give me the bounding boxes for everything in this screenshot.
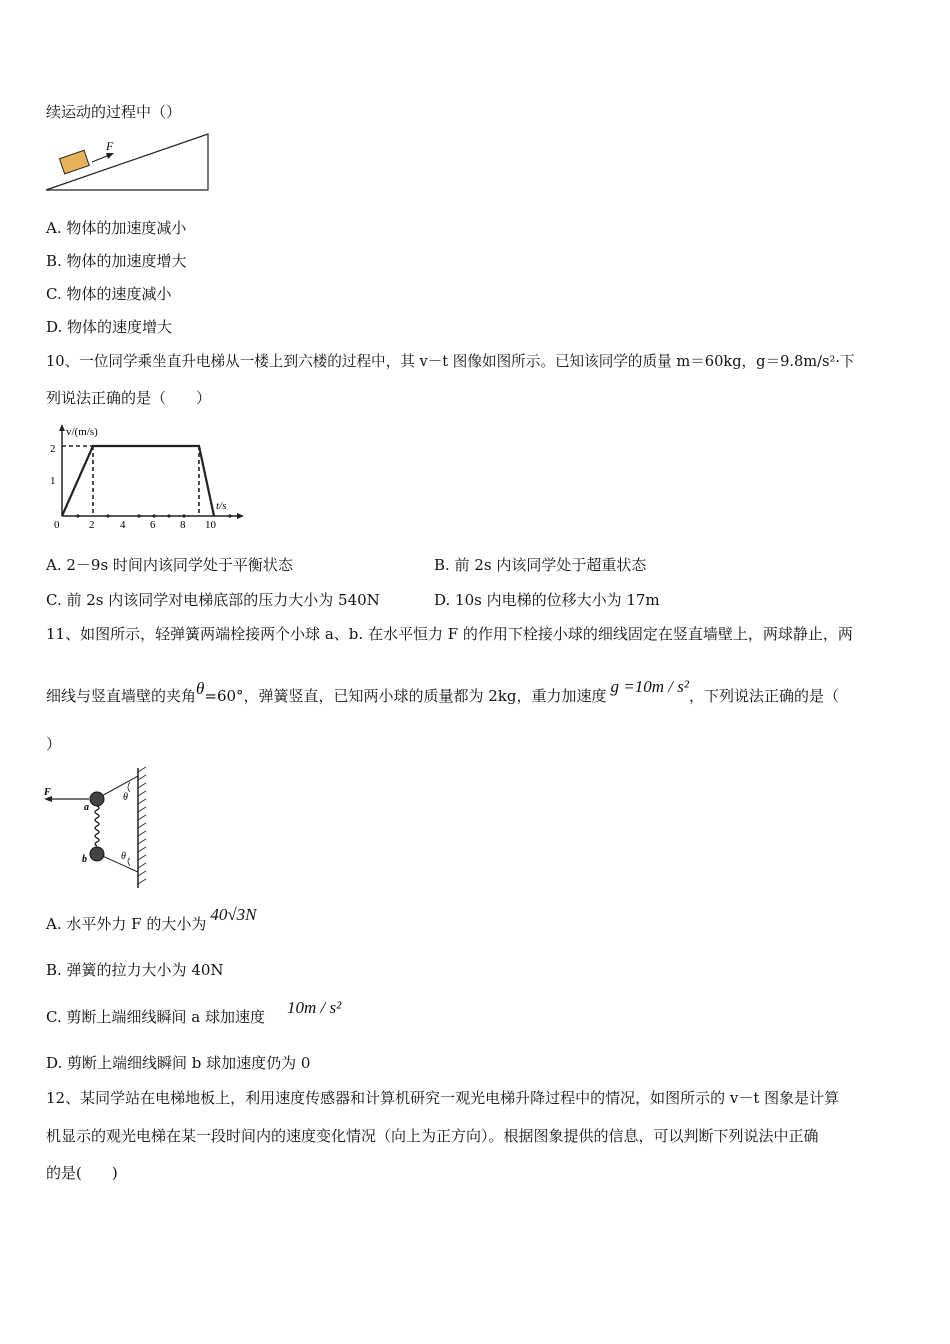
q12-stem-line1: 12、某同学站在电梯地板上，利用速度传感器和计算机研究一观光电梯升降过程中的情况，如图所示的 v－t 图象是计算 [46,1089,840,1107]
q11-option-c [46,998,342,1027]
vt-chart [44,420,244,532]
q11-option-a-formula: 40√3N [210,905,257,924]
x-tick-4: 4 [120,519,126,531]
ball-b-label: b [82,854,87,865]
q9-option-a: A. 物体的加速度减小 [46,219,187,237]
ball-b [90,847,104,861]
g-formula: g =10m / s² [610,677,689,696]
q9-option-c: C. 物体的速度减小 [46,285,172,303]
q11-option-c-text: C. 剪断上端细线瞬间 a 球加速度 [46,1008,265,1026]
q10-option-c: C. 前 2s 内该同学对电梯底部的压力大小为 540N [46,591,380,609]
velocity-curve [62,446,214,516]
q11-stem-line2-b: =60°，弹簧竖直，已知两小球的质量都为 2kg，重力加速度 [204,687,607,705]
q11-stem-line2-a: 细线与竖直墙壁的夹角 [46,687,197,705]
q12-stem-line2: 机显示的观光电梯在某一段时间内的速度变化情况（向上为正方向）。根据图象提供的信息，可以判断下列说法中正确 [46,1127,819,1145]
x-tick-2: 2 [89,519,95,531]
theta-symbol: θ [196,679,205,698]
q11-option-a-text: A. 水平外力 F 的大小为 [46,915,207,933]
y-axis-label: v/(m/s) [66,426,98,438]
q11-stem-line1: 11、如图所示，轻弹簧两端栓接两个小球 a、b. 在水平恒力 F 的作用下栓接小球的细线固定在竖直墙壁上，两球静止，两 [46,625,853,643]
q10-option-d: D. 10s 内电梯的位移大小为 17m [434,591,660,609]
q10-stem-line2: 列说法正确的是（ ） [46,389,212,407]
x-tick-6: 6 [150,519,156,531]
x-axis-label: t/s [216,500,227,512]
incline-figure [44,132,214,194]
q11-stem-line2-c: ，下列说法正确的是（ [688,687,839,705]
y-tick-2: 2 [50,443,56,455]
q11-option-b: B. 弹簧的拉力大小为 40N [46,961,224,979]
x-tick-10: 10 [205,519,216,531]
q10-option-b: B. 前 2s 内该同学处于超重状态 [434,556,647,574]
q11-stem-line3: ） [46,735,62,753]
spring [95,806,99,846]
q10-stem-line1: 10、一位同学乘坐直升电梯从一楼上到六楼的过程中，其 v－t 图像如图所示。已知该同学的质量 m＝60kg，g＝9.8m/s²·下 [46,353,855,370]
q12-stem-line3: 的是( ) [46,1164,118,1182]
q11-stem-line2 [46,677,839,706]
theta-top: θ [123,792,128,803]
spring-balls-figure [40,766,152,890]
force-f-label: F [44,787,51,798]
y-tick-1: 1 [50,475,56,487]
ball-a-label: a [84,802,89,813]
q9-option-d: D. 物体的速度增大 [46,318,173,336]
force-label: F [106,139,114,153]
q11-option-d: D. 剪断上端细线瞬间 b 球加速度仍为 0 [46,1054,311,1072]
ball-a [90,792,104,806]
theta-bottom: θ [121,851,126,862]
q9-option-b: B. 物体的加速度增大 [46,252,187,270]
block [59,150,89,174]
x-tick-0: 0 [54,519,60,531]
q11-option-a [46,905,257,934]
q9-intro: 续运动的过程中（） [46,103,182,121]
x-tick-8: 8 [180,519,186,531]
q10-option-a: A. 2－9s 时间内该同学处于平衡状态 [46,556,293,574]
q11-option-c-formula: 10m / s² [286,998,342,1017]
